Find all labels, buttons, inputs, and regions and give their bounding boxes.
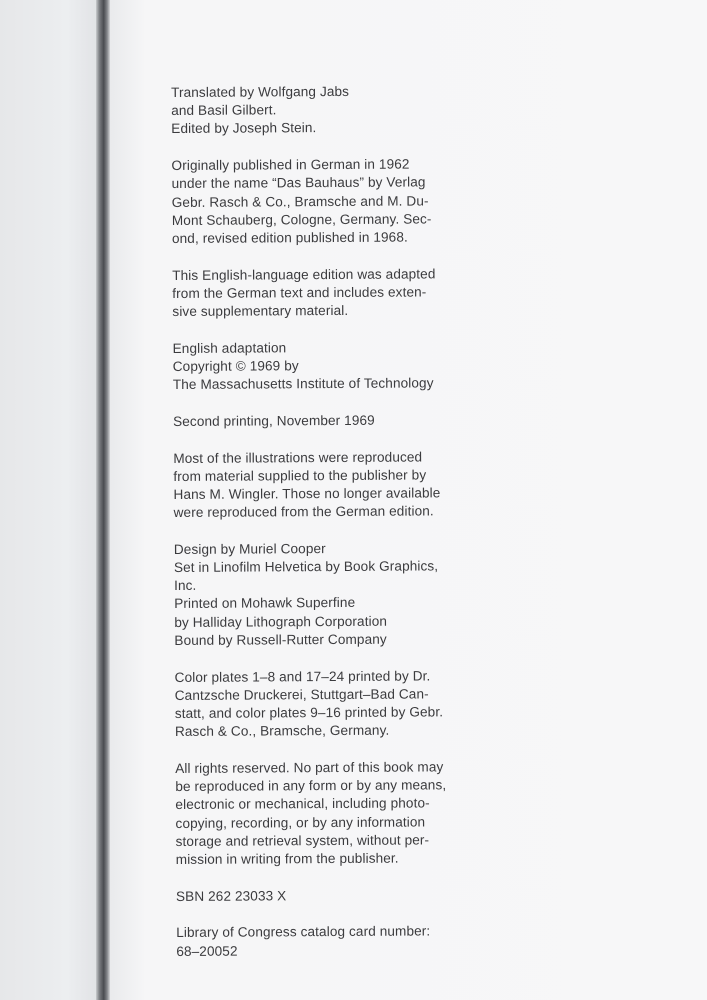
text-line: statt, and color plates 9–16 printed by Gebr. xyxy=(174,704,444,721)
original-publication xyxy=(171,155,502,248)
text-line: Cantzsche Druckerei, Stuttgart–Bad Can- xyxy=(174,686,429,703)
copyright-notice xyxy=(173,338,503,395)
text-line: and Basil Gilbert. xyxy=(171,102,277,119)
text-line: Copyright © 1969 by xyxy=(172,358,299,374)
rights-notice xyxy=(175,758,506,869)
background-surface xyxy=(0,0,96,1000)
text-line: Library of Congress catalog card number: xyxy=(176,923,431,941)
text-line: be reproduced in any form or by any means, xyxy=(175,777,447,795)
text-line: Second printing, November 1969 xyxy=(173,412,375,429)
printing-note xyxy=(173,411,503,431)
text-line: copying, recording, or by any information xyxy=(175,813,426,831)
text-line: Rasch & Co., Bramsche, Germany. xyxy=(174,722,390,740)
text-line: Set in Linofilm Helvetica by Book Graphics, xyxy=(173,558,439,576)
text-line: Inc. xyxy=(174,578,197,594)
text-line: Mont Schauberg, Cologne, Germany. Sec- xyxy=(171,211,432,228)
text-line: Originally published in German in 1962 xyxy=(171,156,410,174)
illustrations-note xyxy=(173,448,503,523)
text-line: electronic or mechanical, including photo- xyxy=(175,795,430,813)
text-line: Design by Muriel Cooper xyxy=(173,540,326,557)
text-line: Edited by Joseph Stein. xyxy=(171,120,317,137)
text-line: mission in writing from the publisher. xyxy=(175,850,399,867)
text-line: were reproduced from the German edition. xyxy=(173,503,434,521)
text-line: Translated by Wolfgang Jabs xyxy=(171,83,350,100)
sbn-number xyxy=(176,886,506,906)
text-line: storage and retrieval system, without per- xyxy=(175,832,430,849)
text-line: Gebr. Rasch & Co., Bramsche and M. Du- xyxy=(171,192,429,210)
colophon-text xyxy=(171,82,506,979)
edition-note xyxy=(172,265,502,322)
production-credits xyxy=(174,539,505,650)
text-line: SBN 262 23033 X xyxy=(175,887,287,904)
text-line: Color plates 1–8 and 17–24 printed by Dr. xyxy=(174,668,431,685)
text-line: by Halliday Lithograph Corporation xyxy=(174,613,388,630)
color-plates-note xyxy=(175,667,505,742)
text-line: Printed on Mohawk Superfine xyxy=(174,595,356,612)
text-line: The Massachusetts Institute of Technology xyxy=(172,375,434,393)
text-line: Bound by Russell-Rutter Company xyxy=(174,631,387,648)
text-line: from the German text and includes exten- xyxy=(172,284,427,301)
text-line: 68–20052 xyxy=(176,943,238,959)
translation-credits xyxy=(171,82,501,139)
book-spine xyxy=(96,0,110,1000)
text-line: English adaptation xyxy=(172,340,287,356)
library-of-congress-number xyxy=(176,922,506,960)
text-line: Hans M. Wingler. Those no longer available xyxy=(173,485,441,502)
text-line: All rights reserved. No part of this book may xyxy=(175,759,444,776)
text-line: under the name “Das Bauhaus” by Verlag xyxy=(171,174,426,192)
text-line: sive supplementary material. xyxy=(172,302,349,320)
text-line: from material supplied to the publisher by xyxy=(173,467,427,484)
text-line: Most of the illustrations were reproduced xyxy=(173,449,423,466)
text-line: ond, revised edition published in 1968. xyxy=(171,229,408,246)
text-line: This English-language edition was adapted xyxy=(172,266,436,283)
